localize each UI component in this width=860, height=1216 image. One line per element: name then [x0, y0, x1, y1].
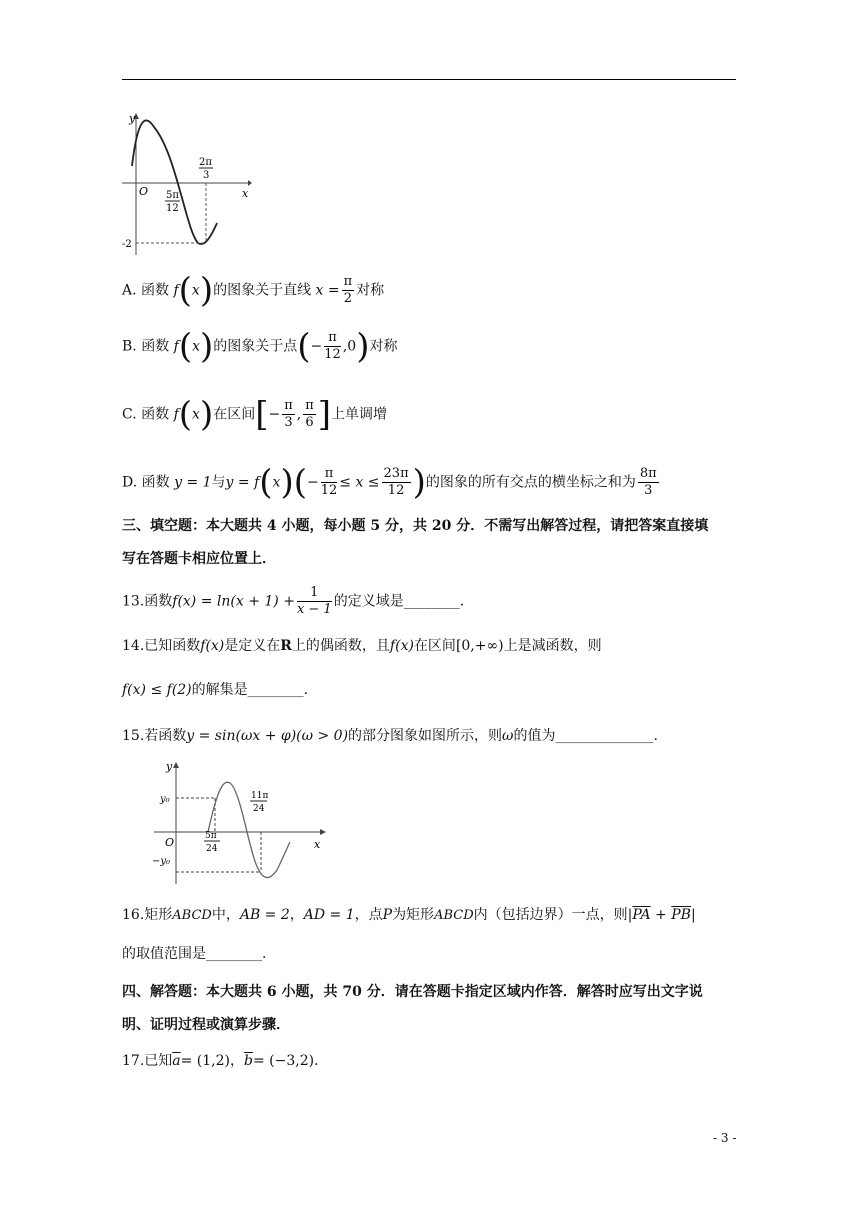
- x-label: x: [242, 187, 249, 200]
- neg-y0-label: −y₀: [152, 856, 171, 867]
- y0-label: y₀: [160, 794, 170, 805]
- question-13: 13.函数f(x) = ln(x + 1) + $\frac{1}{x - 1}$ 的定义域是________.: [122, 585, 465, 617]
- section3-heading-line1: 三、填空题：本大题共 4 小题，每小题 5 分，共 20 分．不需写出解答过程，请把答案直接填: [122, 518, 709, 534]
- option-b: B. 函数 f(x)的图象关于点(− $\frac{\pi}{12}$ ,0)对称: [122, 326, 398, 367]
- header-rule: [122, 79, 736, 80]
- tick-5pi12-den: 12: [166, 203, 179, 214]
- origin-label: O: [139, 185, 149, 198]
- tick-11pi24-den: 24: [253, 804, 265, 814]
- tick-5pi24-den: 24: [206, 844, 218, 854]
- question-14-line2: f(x) ≤ f(2)的解集是________.: [122, 682, 309, 698]
- question-14-line1: 14.已知函数f(x)是定义在R上的偶函数，且f(x)在区间[0,+∞)上是减函数，则: [122, 638, 602, 654]
- section3-heading-line2: 写在答题卡相应位置上．: [122, 551, 276, 567]
- question-17: 17.已知$\overline{a}= (1,2)$，$\overline{b}= (-3,2)$．: [122, 1053, 329, 1069]
- section4-heading-line1: 四、解答题：本大题共 6 小题，共 70 分．请在答题卡指定区域内作答．解答时应写出文字说: [122, 984, 703, 1000]
- tick-5pi24-num: 5π: [205, 831, 217, 841]
- y-label: y: [129, 112, 136, 125]
- question-16-line1: 16.矩形ABCD中，AB = 2，AD = 1，点P为矩形ABCD内（包括边界）一点，则$|\overline{PA} + \overline{PB}|$: [122, 907, 696, 923]
- tick-2pi3-num: 2π: [199, 157, 212, 168]
- option-c: C. 函数 f(x)在区间[− $\frac{\pi}{3}$ , $\frac{\pi}{6}$ ]上单调增: [122, 394, 388, 435]
- y-axis-arrow: [173, 762, 179, 768]
- tick-minus2: -2: [122, 239, 132, 250]
- figure-sine-graph-1: [118, 105, 253, 257]
- question-16-line2: 的取值范围是________.: [122, 946, 267, 962]
- x-axis-arrow: [248, 180, 252, 186]
- option-a: A. 函数 f(x)的图象关于直线 x = $\frac{\pi}{2}$ 对称: [122, 270, 385, 311]
- tick-2pi3-den: 3: [203, 170, 210, 181]
- y-label: y: [166, 760, 173, 773]
- tick-11pi24-num: 11π: [251, 791, 269, 801]
- tick-5pi12-num: 5π: [166, 190, 179, 201]
- x-label: x: [314, 838, 321, 851]
- sine-curve: [208, 782, 290, 877]
- sine-curve: [132, 120, 217, 244]
- option-d: D. 函数 y = 1与y = f(x)(− $\frac{\pi}{12}$ ≤ x ≤ $\frac{23\pi}{12}$ )的图象的所有交点的横坐标之和为 $\frac{8\pi}{3}$: [122, 462, 657, 503]
- question-15: 15.若函数y = sin(ωx + φ)(ω > 0)的部分图象如图所示，则ω的值为______________.: [122, 728, 658, 744]
- figure-sine-graph-2: [140, 756, 330, 888]
- section4-heading-line2: 明、证明过程或演算步骤．: [122, 1017, 290, 1033]
- page-number: - 3 -: [713, 1131, 737, 1145]
- origin-label: O: [165, 836, 175, 849]
- x-axis-arrow: [320, 829, 326, 835]
